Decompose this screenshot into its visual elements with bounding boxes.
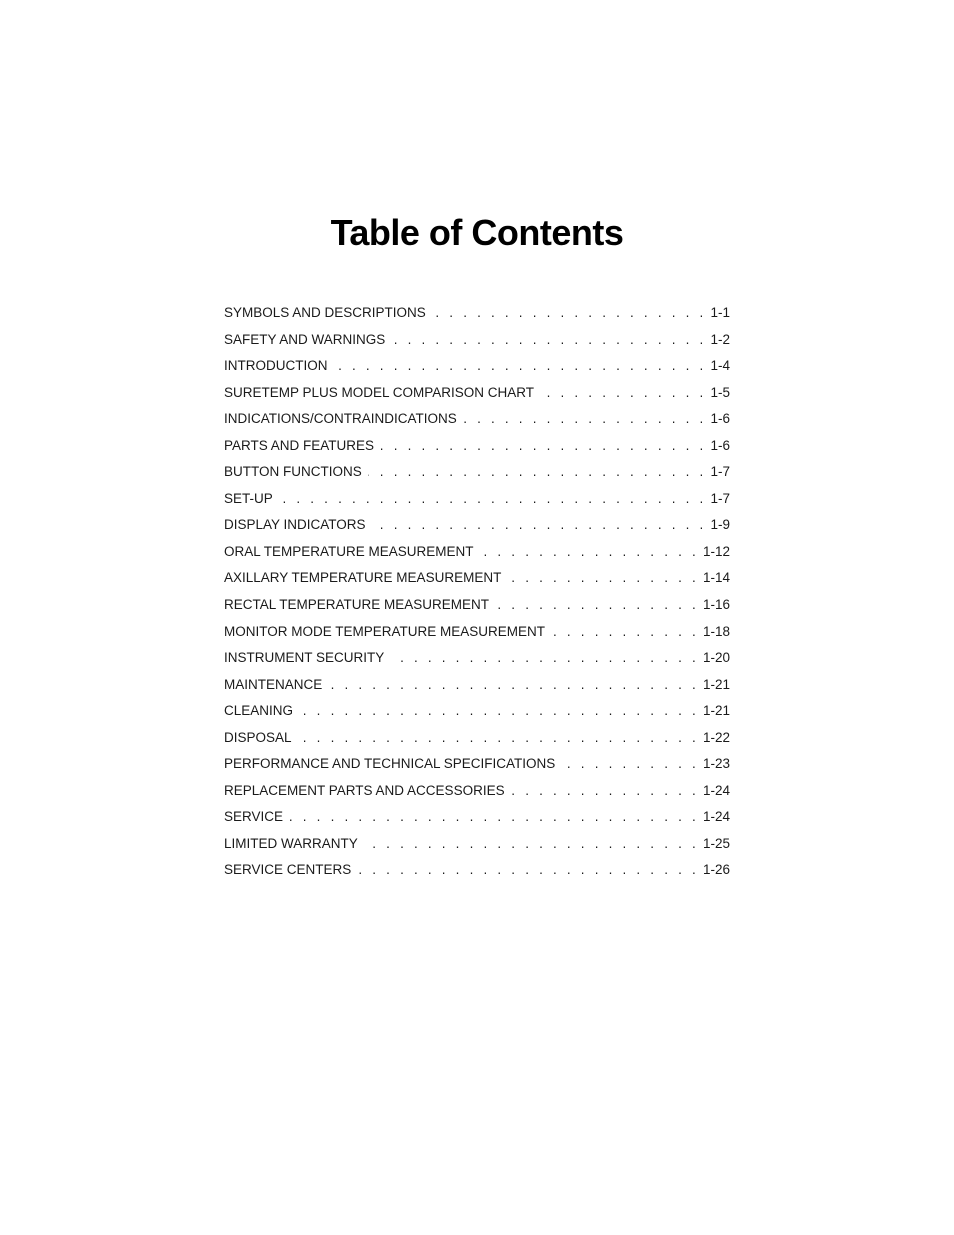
toc-entry[interactable] <box>224 725 730 752</box>
toc-leader-dots <box>390 645 699 672</box>
toc-entry[interactable] <box>224 831 730 858</box>
toc-entry[interactable] <box>224 327 730 354</box>
toc-leader-dots <box>299 698 699 725</box>
toc-leader-dots <box>480 539 699 566</box>
toc-entry-page: 1-22 <box>702 729 730 745</box>
toc-entry[interactable] <box>224 672 730 699</box>
toc-entry-label: DISPLAY INDICATORS <box>224 517 366 533</box>
toc-leader-dots <box>328 672 699 699</box>
toc-leader-dots <box>463 406 707 433</box>
toc-leader-dots <box>432 300 707 327</box>
toc-entry-label: DISPOSAL <box>224 729 292 745</box>
toc-entry-page: 1-5 <box>710 384 730 400</box>
toc-entry[interactable] <box>224 804 730 831</box>
toc-entry[interactable] <box>224 857 730 884</box>
toc-entry[interactable] <box>224 300 730 327</box>
page-title: Table of Contents <box>330 212 624 253</box>
toc-entry[interactable] <box>224 539 730 566</box>
toc-entry-label: RECTAL TEMPERATURE MEASUREMENT <box>224 597 490 613</box>
toc-entry-page: 1-24 <box>702 782 730 798</box>
toc-entry[interactable] <box>224 751 730 778</box>
toc-list <box>224 300 730 884</box>
toc-entry[interactable] <box>224 778 730 805</box>
toc-entry[interactable] <box>224 698 730 725</box>
toc-entry-page: 1-18 <box>702 623 730 639</box>
toc-entry[interactable] <box>224 565 730 592</box>
toc-entry-label: SERVICE CENTERS <box>224 862 352 878</box>
toc-entry-label: SERVICE <box>224 809 284 825</box>
toc-entry[interactable] <box>224 353 730 380</box>
toc-leader-dots <box>561 751 699 778</box>
toc-leader-dots <box>364 831 699 858</box>
toc-leader-dots <box>368 459 707 486</box>
toc-leader-dots <box>380 433 706 460</box>
toc-entry[interactable] <box>224 486 730 513</box>
toc-leader-dots <box>495 592 699 619</box>
toc-entry-page: 1-16 <box>702 597 730 613</box>
toc-entry-page: 1-21 <box>702 676 730 692</box>
toc-entry-page: 1-21 <box>702 703 730 719</box>
toc-entry-label: ORAL TEMPERATURE MEASUREMENT <box>224 543 474 559</box>
toc-entry-label: SET-UP <box>224 490 273 506</box>
toc-entry-page: 1-6 <box>710 437 730 453</box>
toc-leader-dots <box>551 619 699 646</box>
toc-entry-label: MONITOR MODE TEMPERATURE MEASUREMENT <box>224 623 546 639</box>
toc-entry[interactable] <box>224 512 730 539</box>
toc-entry[interactable] <box>224 645 730 672</box>
toc-leader-dots <box>298 725 699 752</box>
toc-leader-dots <box>391 327 706 354</box>
toc-entry-page: 1-6 <box>710 411 730 427</box>
toc-entry-label: CLEANING <box>224 703 294 719</box>
toc-entry-label: SURETEMP PLUS MODEL COMPARISON CHART <box>224 384 535 400</box>
toc-leader-dots <box>334 353 707 380</box>
toc-entry-label: INDICATIONS/CONTRAINDICATIONS <box>224 411 457 427</box>
toc-leader-dots <box>372 512 707 539</box>
toc-entry[interactable] <box>224 459 730 486</box>
toc-entry-page: 1-1 <box>710 305 730 320</box>
toc-leader-dots <box>279 486 707 513</box>
toc-entry-label: INSTRUMENT SECURITY <box>224 650 385 666</box>
toc-leader-dots <box>507 565 699 592</box>
toc-entry-page: 1-7 <box>710 464 730 480</box>
toc-entry-label: SYMBOLS AND DESCRIPTIONS <box>224 305 426 320</box>
toc-leader-dots <box>511 778 699 805</box>
toc-entry[interactable] <box>224 380 730 407</box>
toc-entry-page: 1-24 <box>702 809 730 825</box>
toc-entry[interactable] <box>224 619 730 646</box>
toc-entry-page: 1-26 <box>702 862 730 878</box>
toc-entry-page: 1-7 <box>710 490 730 506</box>
toc-entry-label: LIMITED WARRANTY <box>224 835 358 851</box>
toc-entry[interactable] <box>224 433 730 460</box>
toc-entry-label: INTRODUCTION <box>224 358 328 374</box>
toc-entry-page: 1-2 <box>710 331 730 347</box>
toc-leader-dots <box>289 804 699 831</box>
toc-entry-page: 1-14 <box>702 570 730 586</box>
toc-entry-label: PARTS AND FEATURES <box>224 437 375 453</box>
toc-entry-label: AXILLARY TEMPERATURE MEASUREMENT <box>224 570 502 586</box>
toc-entry[interactable] <box>224 406 730 433</box>
toc-entry-page: 1-9 <box>710 517 730 533</box>
toc-entry-page: 1-25 <box>702 835 730 851</box>
toc-entry[interactable] <box>224 592 730 619</box>
toc-entry-label: REPLACEMENT PARTS AND ACCESSORIES <box>224 782 505 798</box>
toc-entry-page: 1-12 <box>702 543 730 559</box>
toc-entry-label: BUTTON FUNCTIONS <box>224 464 362 480</box>
toc-entry-page: 1-20 <box>702 650 730 666</box>
toc-entry-label: PERFORMANCE AND TECHNICAL SPECIFICATIONS <box>224 756 556 772</box>
toc-entry-label: MAINTENANCE <box>224 676 323 692</box>
toc-entry-label: SAFETY AND WARNINGS <box>224 331 386 347</box>
toc-leader-dots <box>540 380 706 407</box>
toc-entry-page: 1-23 <box>702 756 730 772</box>
toc-leader-dots <box>357 857 699 884</box>
toc-entry-page: 1-4 <box>710 358 730 374</box>
